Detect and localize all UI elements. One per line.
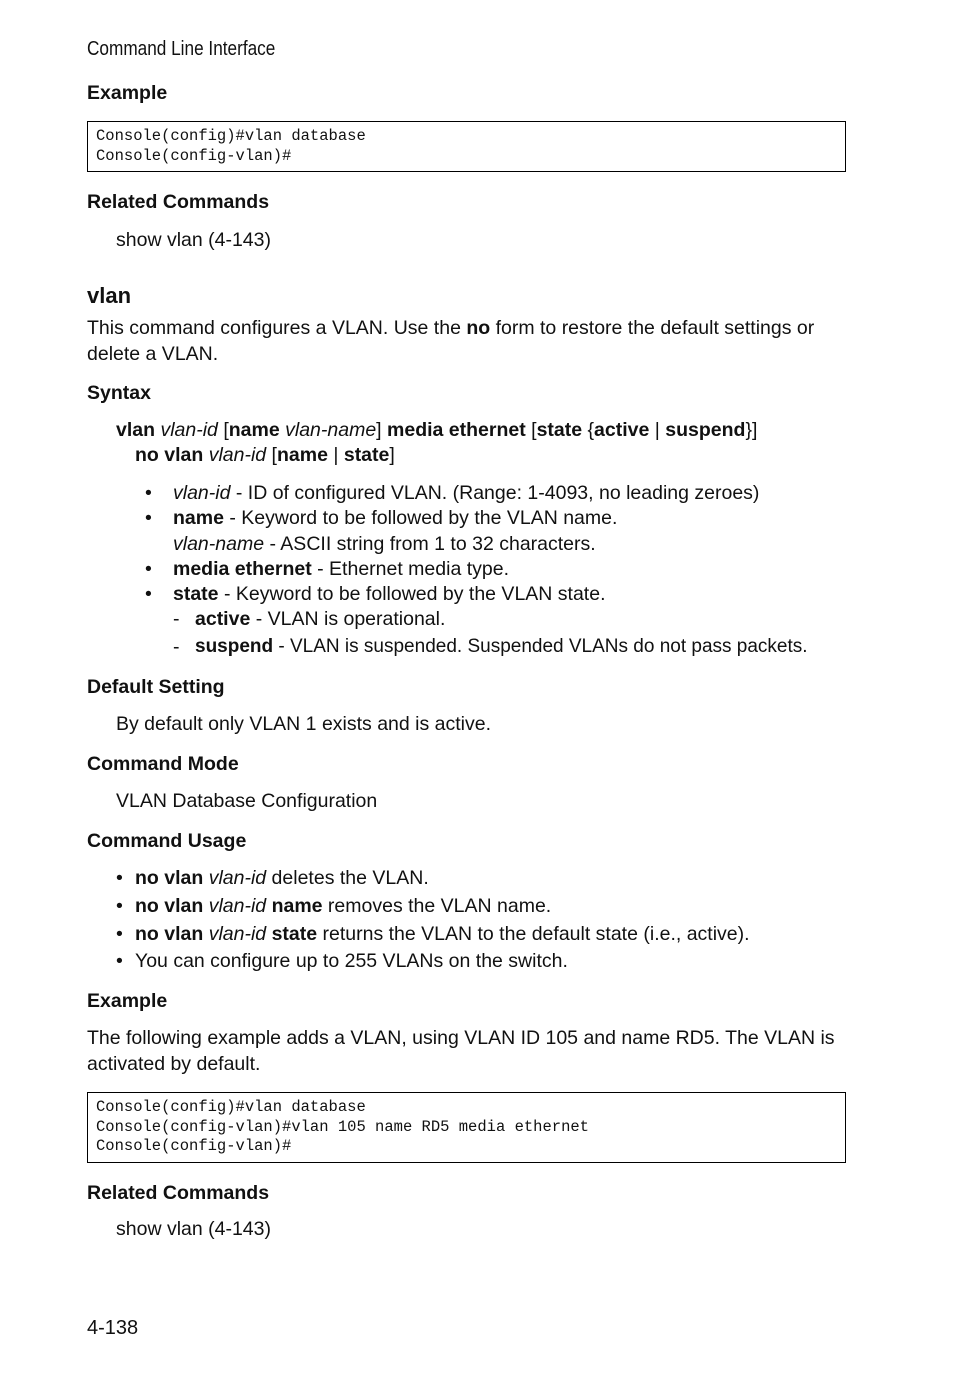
command-usage-heading: Command Usage xyxy=(87,830,247,852)
related-commands-text: show vlan (4-143) xyxy=(116,1218,271,1240)
param-subitem: active - VLAN is operational. xyxy=(195,608,446,630)
related-commands-heading: Related Commands xyxy=(87,191,270,213)
command-mode-text: VLAN Database Configuration xyxy=(116,790,378,812)
usage-item: no vlan vlan-id state returns the VLAN to the default state (i.e., active). xyxy=(135,923,750,945)
default-setting-heading: Default Setting xyxy=(87,676,225,698)
section-title: vlan xyxy=(87,283,132,308)
bullet: • xyxy=(145,482,152,504)
param-item: name - Keyword to be followed by the VLAN name. xyxy=(173,507,618,529)
example-heading: Example xyxy=(87,990,168,1012)
code-block xyxy=(87,1092,846,1163)
example-heading: Example xyxy=(87,82,168,104)
bullet: • xyxy=(145,558,152,580)
syntax-heading: Syntax xyxy=(87,382,151,404)
bullet: • xyxy=(116,895,123,917)
param-subitem: suspend - VLAN is suspended. Suspended VLANs do not pass packets. xyxy=(195,636,808,657)
param-subitem: vlan-name - ASCII string from 1 to 32 characters. xyxy=(173,533,596,555)
example-text: The following example adds a VLAN, using VLAN ID 105 and name RD5. The VLAN is activated by default. xyxy=(87,1027,835,1075)
section-intro: This command configures a VLAN. Use the no form to restore the default settings or delete a VLAN. xyxy=(87,317,815,365)
code-line: Console(config)#vlan database xyxy=(96,1098,366,1116)
related-commands-text: show vlan (4-143) xyxy=(116,229,271,251)
bullet: • xyxy=(116,867,123,889)
bullet: • xyxy=(145,583,152,605)
page-number: 4-138 xyxy=(87,1317,139,1339)
running-header: Command Line Interface xyxy=(87,38,276,60)
syntax-line-1: vlan vlan-id [name vlan-name] media ethernet [state {active | suspend}] xyxy=(116,419,758,441)
code-line: Console(config-vlan)# xyxy=(96,1137,292,1155)
command-mode-heading: Command Mode xyxy=(87,753,239,775)
related-commands-heading: Related Commands xyxy=(87,1182,270,1204)
usage-item: You can configure up to 255 VLANs on the switch. xyxy=(135,950,568,972)
param-item: media ethernet - Ethernet media type. xyxy=(173,558,509,580)
bullet: • xyxy=(145,507,152,529)
bullet: • xyxy=(116,950,123,972)
param-item: state - Keyword to be followed by the VLAN state. xyxy=(173,583,606,605)
code-line: Console(config)#vlan database xyxy=(96,127,366,145)
bullet: • xyxy=(116,923,123,945)
usage-item: no vlan vlan-id name removes the VLAN name. xyxy=(135,895,552,917)
code-line: Console(config-vlan)# xyxy=(96,146,292,165)
usage-item: no vlan vlan-id deletes the VLAN. xyxy=(135,867,429,889)
default-setting-text: By default only VLAN 1 exists and is active. xyxy=(116,713,492,735)
code-line: Console(config-vlan)#vlan 105 name RD5 media ethernet xyxy=(96,1117,589,1136)
dash: - xyxy=(173,608,180,630)
syntax-line-2: no vlan vlan-id [name | state] xyxy=(135,444,395,466)
code-block xyxy=(87,121,846,172)
param-item: vlan-id - ID of configured VLAN. (Range: 1-4093, no leading zeroes) xyxy=(173,482,760,504)
dash: - xyxy=(173,636,180,658)
